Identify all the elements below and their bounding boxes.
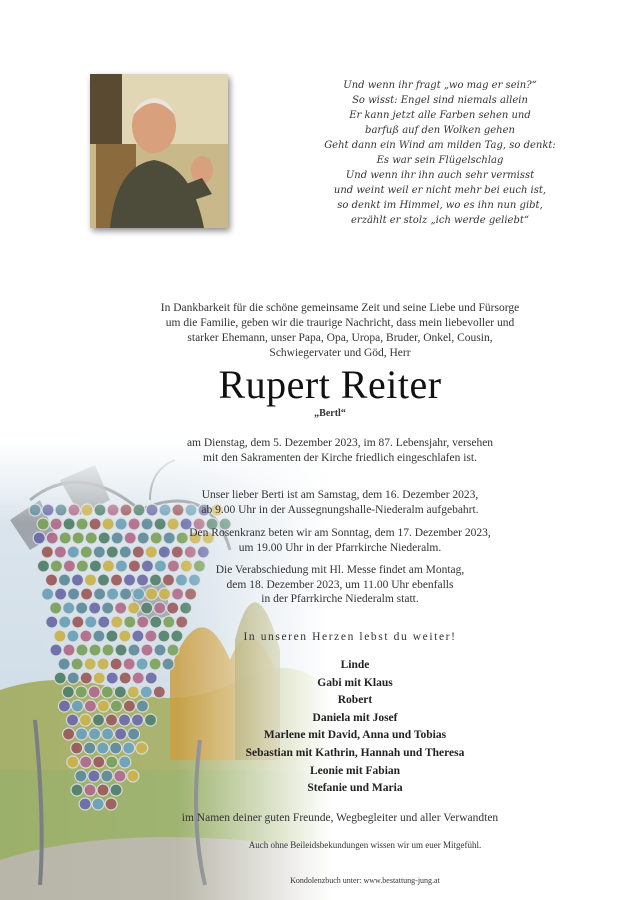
poem-line: so denkt im Himmel, wo es ihn nun gibt, [337,200,543,211]
poem-line: erzählt er stolz „ich werde geliebt“ [351,215,529,226]
viewing-info [140,488,540,517]
farewell-info [140,563,540,607]
condolence-note: Auch ohne Beileidsbekundungen wissen wir um euer Mitgefühl. [248,840,482,850]
viewing-line: Unser lieber Berti ist am Samstag, dem 16. Dezember 2023, [201,489,479,501]
poem-line: Es war sein Flügelschlag [376,155,504,166]
poem [300,78,580,228]
deceased-name: Rupert Reiter [218,362,442,407]
death-line: mit den Sakramenten der Kirche friedlich eingeschlafen ist. [203,451,477,464]
intro-line: In Dankbarkeit für die schöne gemeinsame Zeit und seine Liebe und Fürsorge [160,302,520,314]
portrait-photo [90,74,228,228]
friends-line: im Namen deiner guten Freunde, Wegbegleiter und aller Verwandten [181,812,499,824]
death-line: am Dienstag, dem 5. Dezember 2023, im 87. Lebensjahr, versehen [186,437,494,449]
intro-line: starker Ehemann, unser Papa, Opa, Uropa, Bruder, Onkel, Cousin, [187,332,493,344]
nickname: „Bertl“ [314,408,346,419]
intro-line: um die Familie, geben wir die traurige Nachricht, dass mein liebevoller und [165,317,515,329]
mourner: Robert [337,694,373,707]
farewell-line: in der Pfarrkirche Niederalm statt. [261,593,419,605]
mourner: Linde [340,659,370,671]
condolence-book-link[interactable]: Kondolenzbuch unter: www.bestattung-jung.at [290,876,440,885]
poem-line: Und wenn ihr ihn auch sehr vermisst [345,170,535,181]
mourner: Stefanie und Maria [307,782,403,795]
mourner: Daniela mit Josef [312,711,398,724]
mourners-list [200,657,510,798]
poem-line: Er kann jetzt alle Farben sehen und [349,110,531,121]
farewell-line: Die Verabschiedung mit Hl. Messe findet am Montag, [215,564,465,576]
rosary-line: um 19.00 Uhr in der Pfarrkirche Niederalm. [238,541,442,554]
poem-line: So wisst: Engel sind niemals allein [352,95,528,106]
intro-text [150,301,530,361]
farewell-line: dem 18. Dezember 2023, um 11.00 Uhr ebenfalls [226,578,454,591]
poem-line: Und wenn ihr fragt „wo mag er sein?“ [343,80,537,91]
memorial-motto: In unseren Herzen lebst du weiter! [243,631,457,643]
mourner: Sebastian mit Kathrin, Hannah und Theresa [245,746,465,759]
poem-line: barfuß auf den Wolken gehen [365,125,515,136]
mourner: Leonie mit Fabian [309,764,401,777]
mourner: Marlene mit David, Anna und Tobias [263,729,447,742]
intro-line: Schwiegervater und Göd, Herr [269,347,411,359]
poem-line: Geht dann ein Wind am milden Tag, so denkt: [324,140,556,151]
death-notice [140,436,540,465]
rosary-info [140,526,540,555]
poem-line: und weint weil er nicht mehr bei euch ist, [333,185,547,196]
mourner: Gabi mit Klaus [317,676,393,689]
viewing-line: ab 9.00 Uhr in der Aussegnungshalle-Niederalm aufgebahrt. [201,503,479,516]
rosary-line: Den Rosenkranz beten wir am Sonntag, dem 17. Dezember 2023, [189,527,491,539]
